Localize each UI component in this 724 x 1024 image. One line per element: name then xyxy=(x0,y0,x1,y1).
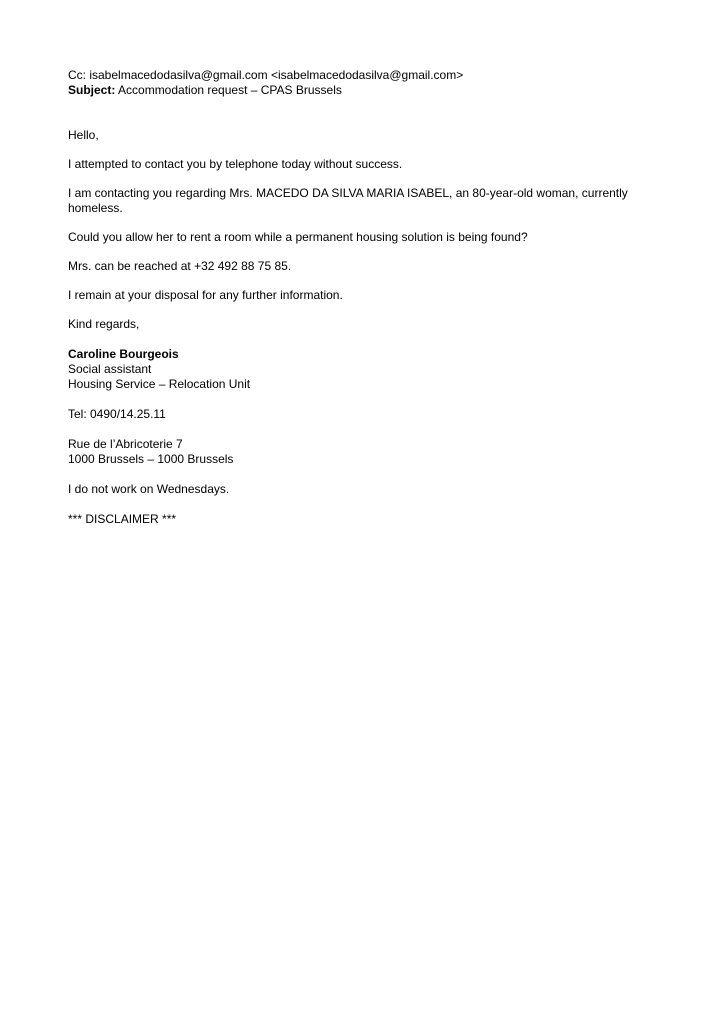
signature-unit: Housing Service – Relocation Unit xyxy=(68,377,251,391)
body-paragraph-5: I remain at your disposal for any further information. xyxy=(68,288,343,302)
disclaimer: *** DISCLAIMER *** xyxy=(68,512,177,526)
signature-address xyxy=(68,437,668,467)
cc-label: Cc: xyxy=(68,68,86,82)
signature-block xyxy=(68,347,668,392)
subject-line xyxy=(68,83,668,98)
header-spacer xyxy=(68,98,668,128)
greeting: Hello, xyxy=(68,128,99,142)
subject-value: Accommodation request – CPAS Brussels xyxy=(118,83,342,97)
subject-label: Subject: xyxy=(68,83,116,97)
body-paragraph-3: Could you allow her to rent a room while a permanent housing solution is being found? xyxy=(68,230,528,244)
address-line-2: 1000 Brussels – 1000 Brussels xyxy=(68,452,234,466)
signature-tel: Tel: 0490/14.25.11 xyxy=(68,407,166,421)
closing: Kind regards, xyxy=(68,317,140,331)
body-paragraph-1: I attempted to contact you by telephone today without success. xyxy=(68,157,403,171)
cc-line xyxy=(68,68,668,83)
signature-name: Caroline Bourgeois xyxy=(68,347,179,361)
address-line-1: Rue de l’Abricoterie 7 xyxy=(68,437,183,451)
cc-value: isabelmacedodasilva@gmail.com <isabelmacedodasilva@gmail.com> xyxy=(89,68,464,82)
body-paragraph-2: I am contacting you regarding Mrs. MACEDO DA SILVA MARIA ISABEL, an 80-year-old woman, currently homeless. xyxy=(68,186,628,215)
body-paragraph-4: Mrs. can be reached at +32 492 88 75 85. xyxy=(68,259,292,273)
signature-role: Social assistant xyxy=(68,362,152,376)
email-document xyxy=(68,68,668,527)
availability-note: I do not work on Wednesdays. xyxy=(68,482,230,496)
